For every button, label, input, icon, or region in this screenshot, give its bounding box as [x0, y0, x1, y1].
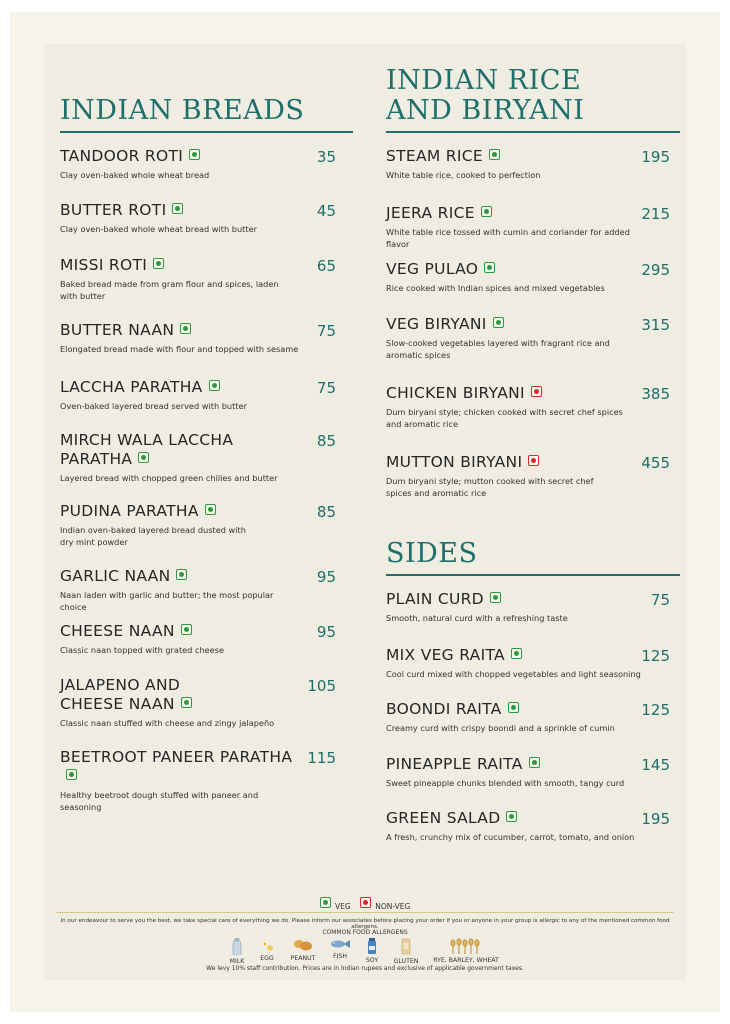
item-description: White table rice, cooked to perfection	[386, 170, 541, 180]
item-name	[386, 700, 626, 719]
allergen-label: GLUTEN	[393, 958, 419, 965]
item-description: Smooth, natural curd with a refreshing taste	[386, 613, 568, 623]
item-name	[386, 315, 626, 334]
allergen-gluten	[391, 938, 421, 965]
item-name	[60, 147, 300, 166]
item-name-text: BOONDI RAITA	[386, 700, 502, 718]
item-price: 385	[641, 385, 670, 403]
item-name-text: TANDOOR ROTI	[60, 147, 184, 165]
item-price: 85	[316, 503, 336, 521]
section-rule	[60, 131, 353, 133]
item-name	[60, 321, 300, 340]
veg-mark-icon	[209, 380, 220, 391]
item-name	[386, 646, 626, 665]
veg-mark-icon	[506, 811, 517, 822]
gluten-icon	[401, 938, 411, 955]
item-name-text: GREEN SALAD	[386, 809, 501, 827]
item-name	[60, 676, 210, 714]
menu-item	[60, 676, 300, 730]
veg-mark-icon	[176, 569, 187, 580]
item-description: Clay oven-baked whole wheat bread	[60, 170, 210, 180]
item-description: Dum biryani style; chicken cooked with secret chef spices and aromatic rice	[386, 407, 623, 429]
item-name-text: MISSI ROTI	[60, 256, 148, 274]
item-price: 295	[641, 261, 670, 279]
item-price: 85	[316, 432, 336, 450]
menu-item	[386, 590, 646, 625]
item-price: 75	[650, 591, 670, 609]
item-name-text: PUDINA PARATHA	[60, 502, 199, 520]
item-name	[60, 622, 300, 641]
item-name	[60, 431, 260, 469]
item-price: 455	[641, 454, 670, 472]
item-name	[386, 809, 626, 828]
veg-mark-icon	[320, 897, 331, 908]
item-name	[60, 256, 300, 275]
allergen-fish	[327, 938, 353, 960]
menu-item	[386, 700, 646, 735]
item-name-text: GARLIC NAAN	[60, 567, 171, 585]
item-name-text: MIX VEG RAITA	[386, 646, 505, 664]
item-name-text: JEERA RICE	[386, 204, 475, 222]
milk-bottle-icon	[232, 938, 242, 955]
allergen-soy	[361, 938, 383, 964]
veg-mark-icon	[493, 317, 504, 328]
veg-mark-icon	[508, 702, 519, 713]
item-description: Indian oven-baked layered bread dusted with dry mint powder	[60, 525, 246, 547]
veg-mark-icon	[511, 648, 522, 659]
veg-mark-icon	[138, 452, 149, 463]
footer-divider	[56, 912, 674, 913]
item-price: 95	[316, 568, 336, 586]
item-name-text: JALAPENO AND CHEESE NAAN	[60, 676, 181, 713]
item-name-text: MIRCH WALA LACCHA PARATHA	[60, 431, 234, 468]
item-name-text: MUTTON BIRYANI	[386, 453, 523, 471]
section-title-rice-line2: AND BIRYANI	[386, 95, 585, 126]
allergen-label: FISH	[333, 953, 347, 960]
menu-item	[386, 260, 636, 295]
item-price: 195	[641, 810, 670, 828]
peanut-icon	[293, 938, 313, 952]
allergens-title: COMMON FOOD ALLERGENS	[322, 929, 408, 936]
menu-item	[386, 809, 646, 844]
item-description: Baked bread made from gram flour and spices, laden with butter	[60, 279, 279, 301]
veg-mark-icon	[205, 504, 216, 515]
item-name-text: BEETROOT PANEER PARATHA	[60, 748, 293, 766]
item-name	[386, 755, 626, 774]
veg-mark-icon	[189, 149, 200, 160]
section-title-rice-line1: INDIAN RICE	[386, 65, 582, 96]
menu-item	[386, 147, 636, 182]
item-name	[60, 378, 300, 397]
item-price: 125	[641, 701, 670, 719]
item-name-text: STEAM RICE	[386, 147, 483, 165]
wheat-icon	[449, 938, 483, 954]
item-description: Layered bread with chopped green chilies and butter	[60, 473, 278, 483]
tax-note: We levy 10% staff contribution. Prices are in Indian rupees and exclusive of applicable government taxes.	[206, 965, 524, 972]
menu-item	[60, 378, 300, 413]
legend-veg-label: VEG	[335, 902, 351, 911]
allergen-peanut	[286, 938, 320, 962]
veg-mark-icon	[529, 757, 540, 768]
veg-mark-icon	[66, 769, 77, 780]
item-name	[386, 384, 626, 403]
nonveg-mark-icon	[531, 386, 542, 397]
item-description: Sweet pineapple chunks blended with smooth, tangy curd	[386, 778, 625, 788]
item-price: 75	[316, 379, 336, 397]
item-price: 105	[307, 677, 336, 695]
item-name	[60, 201, 300, 220]
item-description: White table rice tossed with cumin and coriander for added flavor	[386, 227, 630, 249]
menu-item	[386, 646, 646, 681]
menu-item	[386, 204, 646, 250]
egg-icon	[260, 938, 274, 952]
item-name-text: BUTTER ROTI	[60, 201, 167, 219]
allergen-egg	[255, 938, 279, 962]
item-name	[386, 204, 626, 223]
allergen-milk	[224, 938, 250, 965]
menu-item	[60, 567, 300, 613]
menu-item	[60, 321, 300, 356]
section-title-breads: INDIAN BREADS	[60, 95, 305, 126]
menu-item	[386, 315, 636, 361]
item-description: Oven-baked layered bread served with butter	[60, 401, 247, 411]
item-name	[386, 147, 626, 166]
menu-item	[60, 256, 300, 302]
item-description: A fresh, crunchy mix of cucumber, carrot, tomato, and onion	[386, 832, 635, 842]
item-name	[60, 567, 300, 586]
item-description: Elongated bread made with flour and topped with sesame	[60, 344, 299, 354]
item-price: 35	[316, 148, 336, 166]
item-name-text: PINEAPPLE RAITA	[386, 755, 523, 773]
veg-mark-icon	[172, 203, 183, 214]
nonveg-mark-icon	[528, 455, 539, 466]
item-name	[386, 590, 626, 609]
item-price: 145	[641, 756, 670, 774]
item-name-text: BUTTER NAAN	[60, 321, 175, 339]
item-name-text: CHEESE NAAN	[60, 622, 175, 640]
section-rule	[386, 131, 680, 133]
item-description: Naan laden with garlic and butter; the most popular choice	[60, 590, 274, 612]
veg-legend	[320, 897, 410, 911]
item-price: 195	[641, 148, 670, 166]
allergy-note: In our endeavour to serve you the best, we take special care of everything we do. Please inform our associates before placing your order if you or anyone in your group is allergic to any of the mentioned common food allergens.	[60, 918, 670, 930]
item-description: Slow-cooked vegetables layered with fragrant rice and aromatic spices	[386, 338, 610, 360]
fish-icon	[330, 938, 350, 950]
item-description: Dum biryani style; mutton cooked with secret chef spices and aromatic rice	[386, 476, 594, 498]
allergen-label: PEANUT	[290, 955, 316, 962]
item-price: 125	[641, 647, 670, 665]
item-description: Rice cooked with Indian spices and mixed vegetables	[386, 283, 605, 293]
item-description: Classic naan stuffed with cheese and zingy jalapeño	[60, 718, 275, 728]
menu-item	[386, 453, 626, 499]
item-price: 75	[316, 322, 336, 340]
allergen-label: MILK	[229, 958, 245, 965]
allergen-label: EGG	[260, 955, 274, 962]
menu-item	[60, 431, 280, 485]
allergen-label: RYE, BARLEY, WHEAT	[433, 957, 499, 964]
veg-mark-icon	[153, 258, 164, 269]
item-name	[60, 502, 300, 521]
menu-item	[60, 201, 300, 236]
item-price: 215	[641, 205, 670, 223]
menu-item	[60, 147, 300, 182]
item-price: 45	[316, 202, 336, 220]
item-description: Creamy curd with crispy boondi and a sprinkle of cumin	[386, 723, 615, 733]
veg-mark-icon	[490, 592, 501, 603]
item-name-text: LACCHA PARATHA	[60, 378, 203, 396]
item-description: Clay oven-baked whole wheat bread with butter	[60, 224, 257, 234]
item-name-text: CHICKEN BIRYANI	[386, 384, 525, 402]
item-description: Healthy beetroot dough stuffed with paneer and seasoning	[60, 790, 259, 812]
item-name-text: VEG PULAO	[386, 260, 479, 278]
allergen-label: SOY	[365, 957, 379, 964]
item-price: 115	[307, 749, 336, 767]
item-price: 95	[316, 623, 336, 641]
item-name-text: VEG BIRYANI	[386, 315, 487, 333]
item-name	[386, 260, 626, 279]
allergen-rye-barley-wheat	[430, 938, 502, 964]
veg-mark-icon	[489, 149, 500, 160]
soy-icon	[367, 938, 377, 954]
section-rule	[386, 574, 680, 576]
section-title-sides: SIDES	[386, 538, 478, 569]
nonveg-mark-icon	[360, 897, 371, 908]
item-name-text: PLAIN CURD	[386, 590, 484, 608]
veg-mark-icon	[481, 206, 492, 217]
item-price: 65	[316, 257, 336, 275]
veg-mark-icon	[181, 697, 192, 708]
legend-nonveg-label: NON-VEG	[375, 902, 411, 911]
veg-mark-icon	[181, 624, 192, 635]
veg-mark-icon	[484, 262, 495, 273]
menu-item	[60, 622, 300, 657]
menu-item	[60, 502, 300, 548]
item-price: 315	[641, 316, 670, 334]
item-description: Classic naan topped with grated cheese	[60, 645, 225, 655]
item-description: Cool curd mixed with chopped vegetables and light seasoning	[386, 669, 641, 679]
item-name	[60, 748, 300, 786]
menu-item	[386, 384, 636, 430]
item-name	[386, 453, 626, 472]
menu-item	[60, 748, 300, 813]
menu-item	[386, 755, 646, 790]
veg-mark-icon	[180, 323, 191, 334]
